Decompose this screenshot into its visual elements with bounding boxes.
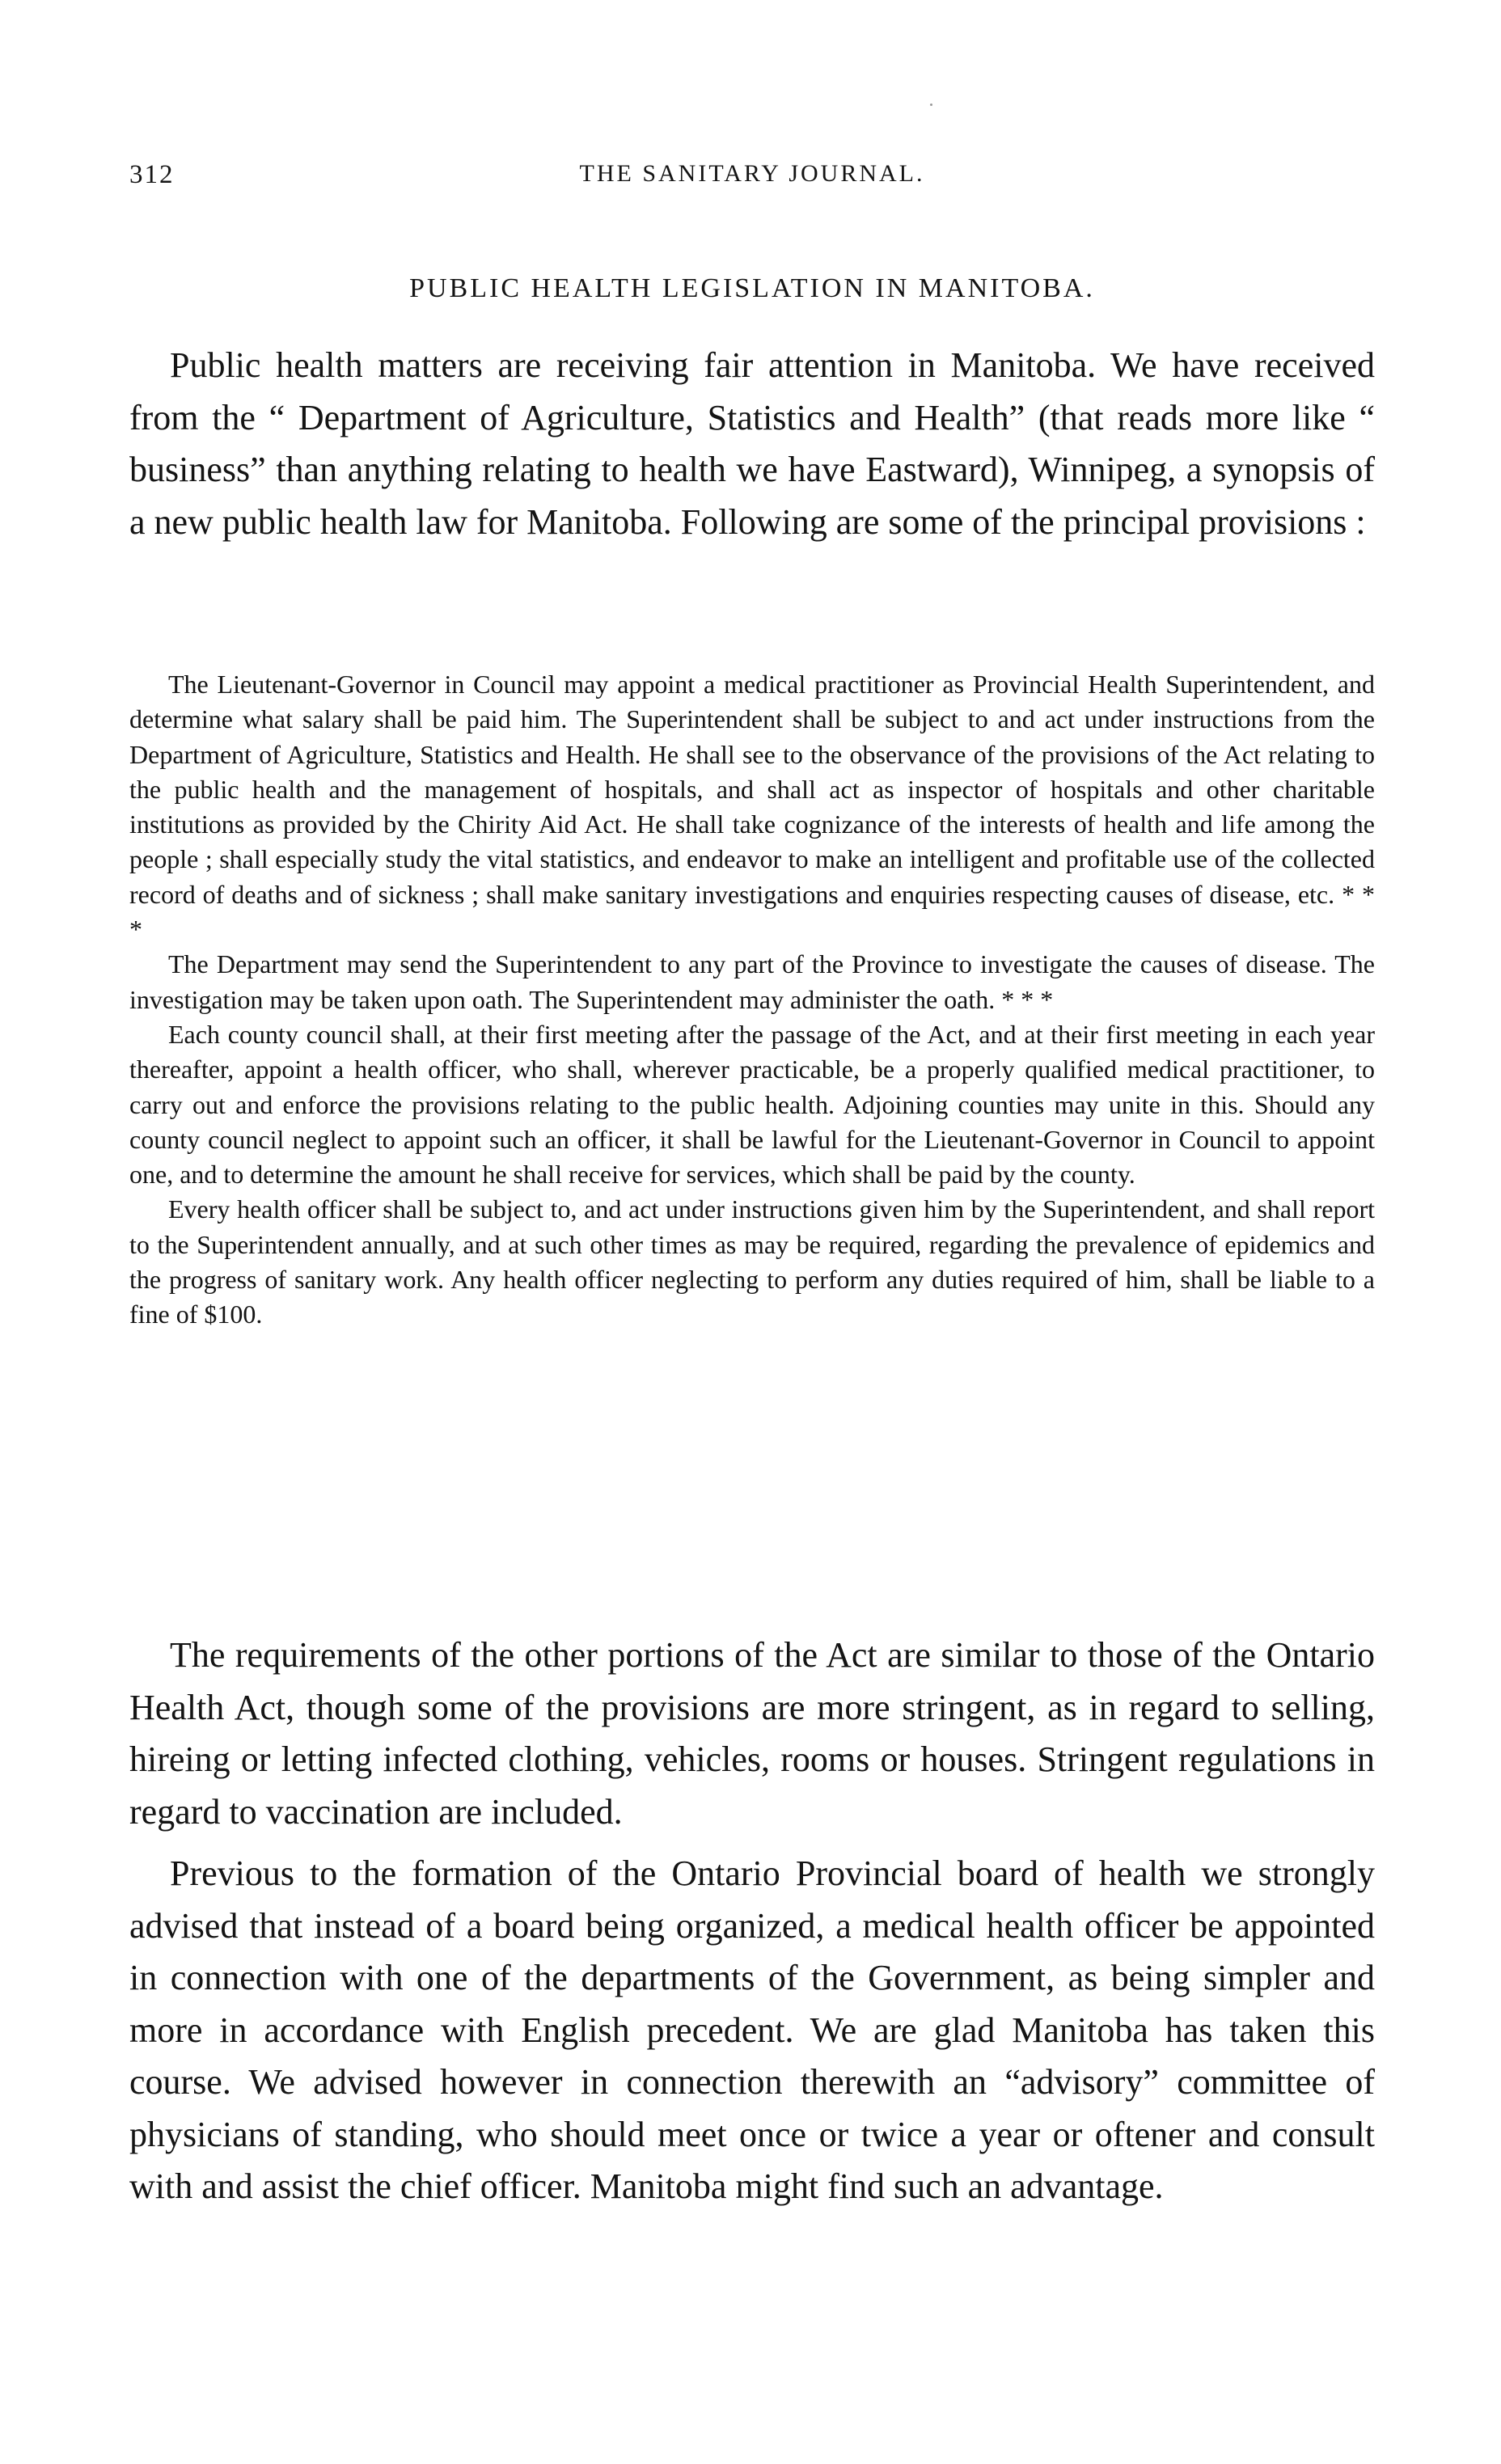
- article-title: PUBLIC HEALTH LEGISLATION IN MANITOBA.: [409, 273, 1095, 303]
- intro-text: Public health matters are receiving fair attention in Manitoba. We have received from the “ Department of Agriculture, Statistics and Health” (that reads more like “ business” than anything relating to health we have Eastward), Winnipeg, a synopsis of a new public health law for Manitoba. Following are some of the principal provisions :: [129, 345, 1375, 542]
- intro-paragraph: [129, 340, 1375, 548]
- print-speck: [930, 104, 932, 106]
- closing-section: [129, 1629, 1375, 2223]
- running-head: [129, 160, 1375, 192]
- closing-paragraph: The requirements of the other portions of the Act are similar to those of the Ontario Health Act, though some of the provisions are more stringent, as in regard to selling, hireing or letting infected clothing, vehicles, rooms or houses. Stringent regulations in regard to vaccination are included.: [129, 1635, 1375, 1832]
- provision-paragraph: The Lieutenant-Governor in Council may appoint a medical practitioner as Provincial Health Superintendent, and determine what salary shall be paid him. The Superintendent shall be subject to and act under instructions from the Department of Agriculture, Statistics and Health. He shall see to the observance of the provisions of the Act relating to the public health and the management of hospitals, and shall act as inspector of hospitals and other charitable institutions as provided by the Chirity Aid Act. He shall take cognizance of the interests of health and life among the people ; shall especially study the vital statistics, and endeavor to make an intelligent and profitable use of the collected record of deaths and of sickness ; shall make sanitary investigations and enquiries respecting causes of disease, etc. * * *: [129, 670, 1375, 945]
- closing-paragraph: Previous to the formation of the Ontario Provincial board of health we strongly advised that instead of a board being organized, a medical health officer be appointed in connection with one of the departments of the Government, as being simpler and more in accordance with English precedent. We are glad Manitoba has taken this course. We advised however in connection therewith an “advisory” committee of physicians of standing, who should meet once or twice a year or oftener and consult with and assist the chief officer. Manitoba might find such an advantage.: [129, 1853, 1375, 2206]
- provision-paragraph: Every health officer shall be subject to, and act under instructions given him by the Superintendent, and shall report to the Superintendent annually, and at such other times as may be required, regarding the prevalence of epidemics and the progress of sanitary work. Any health officer neglecting to perform any duties required of him, shall be liable to a fine of $100.: [129, 1194, 1375, 1329]
- journal-title: THE SANITARY JOURNAL.: [579, 160, 925, 187]
- page-number: 312: [129, 160, 175, 189]
- quoted-provisions: [129, 667, 1375, 1333]
- provision-paragraph: Each county council shall, at their first meeting after the passage of the Act, and at their first meeting in each year thereafter, appoint a health officer, who shall, wherever practicable, be a properly qualified medical practitioner, to carry out and enforce the provisions relating to the public health. Adjoining counties may unite in this. Should any county council neglect to appoint such an officer, it shall be lawful for the Lieutenant-Governor in Council to appoint one, and to determine the amount he shall receive for services, which shall be paid by the county.: [129, 1019, 1375, 1190]
- provision-paragraph: The Department may send the Superintendent to any part of the Province to investigate the causes of disease. The investigation may be taken upon oath. The Superintendent may administer the oath. * * *: [129, 949, 1375, 1014]
